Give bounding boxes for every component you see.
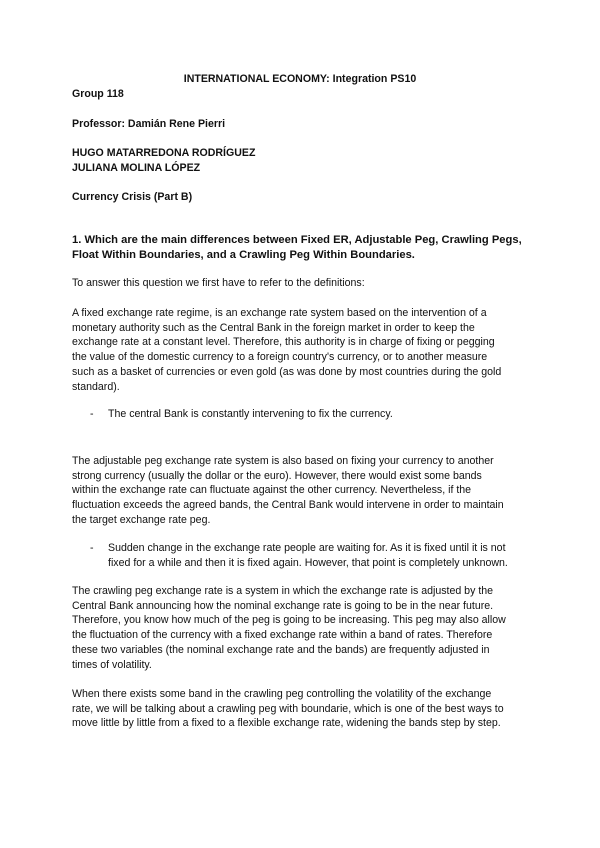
text-line: When there exists some band in the crawling peg controlling the volatility of the exchange [72,688,492,700]
document-subtitle: Currency Crisis (Part B) [72,191,193,203]
text-line: Therefore, you know how much of the peg is going to be increasing. This peg may also allow [72,614,506,627]
text-line: exchange rate at a constant level. Therefore, this authority is in charge of fixing or pegging [72,336,495,349]
author: JULIANA MOLINA LÓPEZ [72,161,201,174]
paragraph-adjustable [72,454,504,528]
text-line: The adjustable peg exchange rate system is also based on fixing your currency to another [72,455,494,467]
professor-name: Professor: Damián Rene Pierri [72,118,226,130]
question-line: Float Within Boundaries, and a Crawling Peg Within Boundaries. [72,248,415,261]
bullet-dash: - [90,542,94,554]
text-line: fluctuation exceeds the agreed bands, the Central Bank would intervene in order to maintain [72,499,504,512]
intro-text: To answer this question we first have to refer to the definitions: [72,277,365,289]
bullet-dash: - [90,408,94,420]
text-line: the fluctuation of the currency with a fixed exchange rate within a band of rates. Therefore [72,629,493,642]
text-line: within the exchange rate can fluctuate against the other currency. Nevertheless, if the [72,484,472,497]
text-line: standard). [72,380,120,393]
text-line: the target exchange rate peg. [72,513,211,526]
text-line: monetary authority such as the Central Bank in the foreign market in order to keep the [72,321,475,334]
text-line: fixed for a while and then it is fixed again. However, that point is completely unknown. [108,556,508,569]
text-line: A fixed exchange rate regime, is an exchange rate system based on the intervention of a [72,307,487,319]
author: HUGO MATARREDONA RODRÍGUEZ [72,147,256,159]
text-line: strong currency (usually the dollar or the euro). However, there would exist some bands [72,469,482,482]
paragraph-boundaries [72,687,504,731]
paragraph-crawling [72,584,506,672]
document-title: INTERNATIONAL ECONOMY: Integration PS10 [183,73,417,85]
text-line: The crawling peg exchange rate is a system in which the exchange rate is adjusted by the [72,585,494,597]
text-line: times of volatility. [72,658,152,671]
question-heading [72,233,522,262]
question-line: 1. Which are the main differences between Fixed ER, Adjustable Peg, Crawling Pegs, [72,234,522,246]
text-line: move little by little from a fixed to a flexible exchange rate, widening the bands step by step. [72,717,501,730]
group-number: Group 118 [72,88,124,100]
text-line: these two variables (the nominal exchange rate and the bands) are frequently adjusted in [72,643,490,656]
text-line: Sudden change in the exchange rate people are waiting for. As it is fixed until it is not [108,542,506,554]
text-line: Central Bank announcing how the nominal exchange rate is going to be in the near future. [72,599,494,612]
bullet-text [108,541,508,570]
bullet-text: The central Bank is constantly intervening to fix the currency. [108,408,393,420]
paragraph-fixed [72,306,501,394]
text-line: rate, we will be talking about a crawling peg with boundarie, which is one of the best ways to [72,702,504,715]
text-line: the value of the domestic currency to a foreign country's currency, or to another measure [72,351,488,364]
authors [72,146,255,175]
text-line: such as a basket of currencies or even gold (as was done by most countries during the gold [72,365,502,378]
